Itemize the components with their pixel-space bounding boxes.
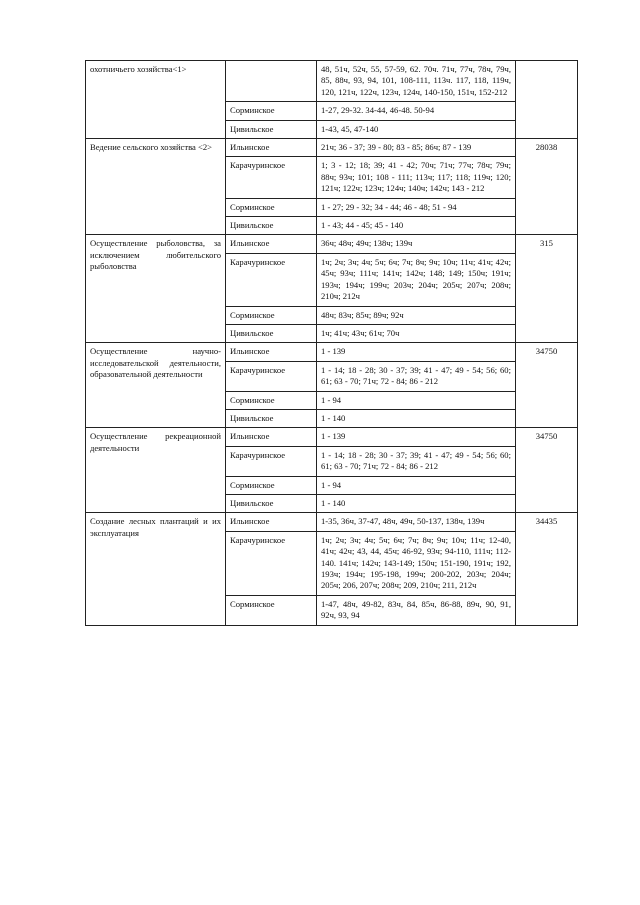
quarters-cell: [317, 446, 516, 476]
area-value: 34750: [535, 431, 558, 442]
forestry-name: Ильинское: [230, 142, 270, 153]
quarters-cell: [317, 120, 516, 138]
forestry-name: Цивильское: [230, 220, 274, 231]
area-cell: [516, 139, 578, 235]
forestry-name: Ильинское: [230, 431, 270, 442]
forestry-cell: [226, 476, 317, 494]
quarters-list: 1-27, 29-32. 34-44, 46-48. 50-94: [321, 105, 435, 116]
quarters-list: 1-47, 48ч, 49-82, 83ч, 84, 85ч, 86-88, 89ч, 90, 91, 92ч, 93, 94: [321, 598, 511, 621]
quarters-list: 1 - 94: [321, 479, 342, 490]
forestry-name: Карачуринское: [230, 364, 286, 375]
quarters-list: 1ч; 41ч; 43ч; 61ч; 70ч: [321, 327, 400, 338]
quarters-cell: [317, 198, 516, 216]
quarters-list: 1 - 140: [321, 412, 346, 423]
table-row: [86, 428, 578, 446]
quarters-cell: [317, 102, 516, 120]
quarters-list: 48ч; 83ч; 85ч; 89ч; 92ч: [321, 309, 404, 320]
area-cell: [516, 235, 578, 343]
table-row: [86, 343, 578, 361]
area-cell: [516, 61, 578, 139]
table-body: [86, 61, 578, 626]
quarters-cell: [317, 235, 516, 253]
quarters-list: 1ч; 2ч; 3ч; 4ч; 5ч; 6ч; 7ч; 8ч; 9ч; 10ч; 11ч; 12-40, 41ч; 42ч; 43, 44, 45ч; 46-92, 93ч; 94-110, 111ч; 112-140. 141ч; 142ч; 143-149; 150ч; 151-190, 191ч; 192, 193ч; 194ч; 195-198, 199ч; 200-202, 203ч; 204ч; 205ч; 206, 207ч; 208ч; 209, 210ч; 211, 212ч: [321, 534, 511, 591]
activity-cell: [86, 428, 226, 513]
forestry-name: Сорминское: [230, 394, 275, 405]
table-row: [86, 235, 578, 253]
quarters-list: 1 - 14; 18 - 28; 30 - 37; 39; 41 - 47; 49 - 54; 56; 60; 61; 63 - 70; 71ч; 72 - 84; 86 - 212: [321, 364, 511, 387]
area-value: 34435: [535, 516, 558, 527]
table-row: [86, 513, 578, 531]
activity-cell: [86, 139, 226, 235]
quarters-cell: [317, 253, 516, 306]
activity-text: охотничьего хозяйства<1>: [90, 64, 187, 74]
forestry-name: Сорминское: [230, 309, 275, 320]
activity-cell: [86, 61, 226, 139]
forest-use-table: [85, 60, 578, 626]
forestry-name: Цивильское: [230, 412, 274, 423]
quarters-cell: [317, 61, 516, 102]
quarters-list: 1 - 139: [321, 431, 346, 442]
quarters-list: 1 - 43; 44 - 45; 45 - 140: [321, 220, 404, 231]
forestry-cell: [226, 531, 317, 595]
forestry-name: Карачуринское: [230, 449, 286, 460]
area-value: 315: [540, 238, 553, 249]
forestry-cell: [226, 235, 317, 253]
quarters-list: 1 - 14; 18 - 28; 30 - 37; 39; 41 - 47; 49 - 54; 56; 60; 61; 63 - 70; 71ч; 72 - 84; 86 - 212: [321, 449, 511, 472]
quarters-list: 1ч; 2ч; 3ч; 4ч; 5ч; 6ч; 7ч; 8ч; 9ч; 10ч; 11ч; 41ч; 42ч; 45ч; 93ч; 111ч; 141ч; 142ч; 148; 149; 150ч; 191ч; 193ч; 194ч; 199ч; 203ч; 204ч; 205ч; 207ч; 208ч; 210ч; 212ч: [321, 256, 511, 302]
area-cell: [516, 513, 578, 625]
forestry-name: Карачуринское: [230, 534, 286, 545]
quarters-list: 36ч; 48ч; 49ч; 138ч; 139ч: [321, 238, 413, 249]
forestry-name: Сорминское: [230, 479, 275, 490]
quarters-cell: [317, 324, 516, 342]
forestry-cell: [226, 102, 317, 120]
quarters-cell: [317, 595, 516, 625]
quarters-list: 1 - 94: [321, 394, 342, 405]
activity-text: Ведение сельского хозяйства <2>: [90, 142, 213, 153]
activity-cell: [86, 513, 226, 625]
area-cell: [516, 428, 578, 513]
quarters-cell: [317, 476, 516, 494]
activity-cell: [86, 235, 226, 343]
quarters-cell: [317, 428, 516, 446]
forestry-cell: [226, 217, 317, 235]
forestry-cell: [226, 198, 317, 216]
forestry-cell: [226, 157, 317, 198]
forestry-cell: [226, 409, 317, 427]
quarters-cell: [317, 306, 516, 324]
forestry-cell: [226, 61, 317, 102]
forestry-cell: [226, 324, 317, 342]
quarters-list: 1 - 27; 29 - 32; 34 - 44; 46 - 48; 51 - 94: [321, 201, 457, 212]
quarters-list: 1-35, 36ч, 37-47, 48ч, 49ч, 50-137, 138ч, 139ч: [321, 516, 485, 527]
forestry-name: Цивильское: [230, 327, 274, 338]
forestry-cell: [226, 446, 317, 476]
area-cell: [516, 343, 578, 428]
quarters-list: 1 - 139: [321, 346, 346, 357]
quarters-cell: [317, 531, 516, 595]
forestry-cell: [226, 306, 317, 324]
forestry-name: Карачуринское: [230, 256, 286, 267]
quarters-cell: [317, 139, 516, 157]
area-value: 34750: [535, 346, 558, 357]
quarters-list: 48, 51ч, 52ч, 55, 57-59, 62. 70ч. 71ч, 77ч, 78ч, 79ч, 85, 88ч, 93, 94, 101, 108-111, 113ч. 117, 118, 119ч, 120, 121ч, 122ч, 123ч, 124ч, 140-150, 151ч, 152-212: [321, 64, 511, 97]
activity-cell: [86, 343, 226, 428]
forestry-name: Сорминское: [230, 201, 275, 212]
quarters-list: 1; 3 - 12; 18; 39; 41 - 42; 70ч; 71ч; 77ч; 78ч; 79ч; 88ч; 93ч; 101; 108 - 111; 113ч; 117; 118; 119ч; 120; 121ч; 122ч; 123ч; 124ч; 140ч; 142ч; 143 - 212: [321, 160, 511, 194]
forestry-cell: [226, 361, 317, 391]
forestry-cell: [226, 595, 317, 625]
forestry-cell: [226, 494, 317, 512]
quarters-list: 1 - 140: [321, 497, 346, 508]
activity-text: Осуществление рекреационной деятельности: [90, 431, 221, 453]
forestry-name: Карачуринское: [230, 160, 286, 171]
forestry-cell: [226, 428, 317, 446]
table-row: [86, 139, 578, 157]
quarters-cell: [317, 513, 516, 531]
forestry-cell: [226, 253, 317, 306]
quarters-cell: [317, 361, 516, 391]
activity-text: Осуществление рыболовства, за исключением любительского рыболовства: [90, 238, 221, 272]
quarters-list: 1-43, 45, 47-140: [321, 123, 379, 134]
quarters-cell: [317, 217, 516, 235]
forestry-cell: [226, 391, 317, 409]
forestry-name: Цивильское: [230, 123, 274, 134]
forestry-cell: [226, 139, 317, 157]
quarters-list: 21ч; 36 - 37; 39 - 80; 83 - 85; 86ч; 87 - 139: [321, 142, 472, 153]
quarters-cell: [317, 343, 516, 361]
quarters-cell: [317, 494, 516, 512]
quarters-cell: [317, 409, 516, 427]
forestry-name: Ильинское: [230, 346, 270, 357]
forestry-name: Ильинское: [230, 516, 270, 527]
forestry-cell: [226, 120, 317, 138]
activity-text: Создание лесных плантаций и их эксплуатация: [90, 516, 221, 538]
area-value: 28038: [535, 142, 558, 153]
document-page: [85, 60, 573, 626]
activity-text: Осуществление научно-исследовательской деятельности, образовательной деятельности: [90, 346, 221, 380]
forestry-name: Сорминское: [230, 105, 275, 116]
forestry-cell: [226, 513, 317, 531]
quarters-cell: [317, 157, 516, 198]
forestry-name: Цивильское: [230, 497, 274, 508]
table-row: [86, 61, 578, 102]
forestry-name: Ильинское: [230, 238, 270, 249]
forestry-name: Сорминское: [230, 598, 275, 609]
forestry-cell: [226, 343, 317, 361]
quarters-cell: [317, 391, 516, 409]
